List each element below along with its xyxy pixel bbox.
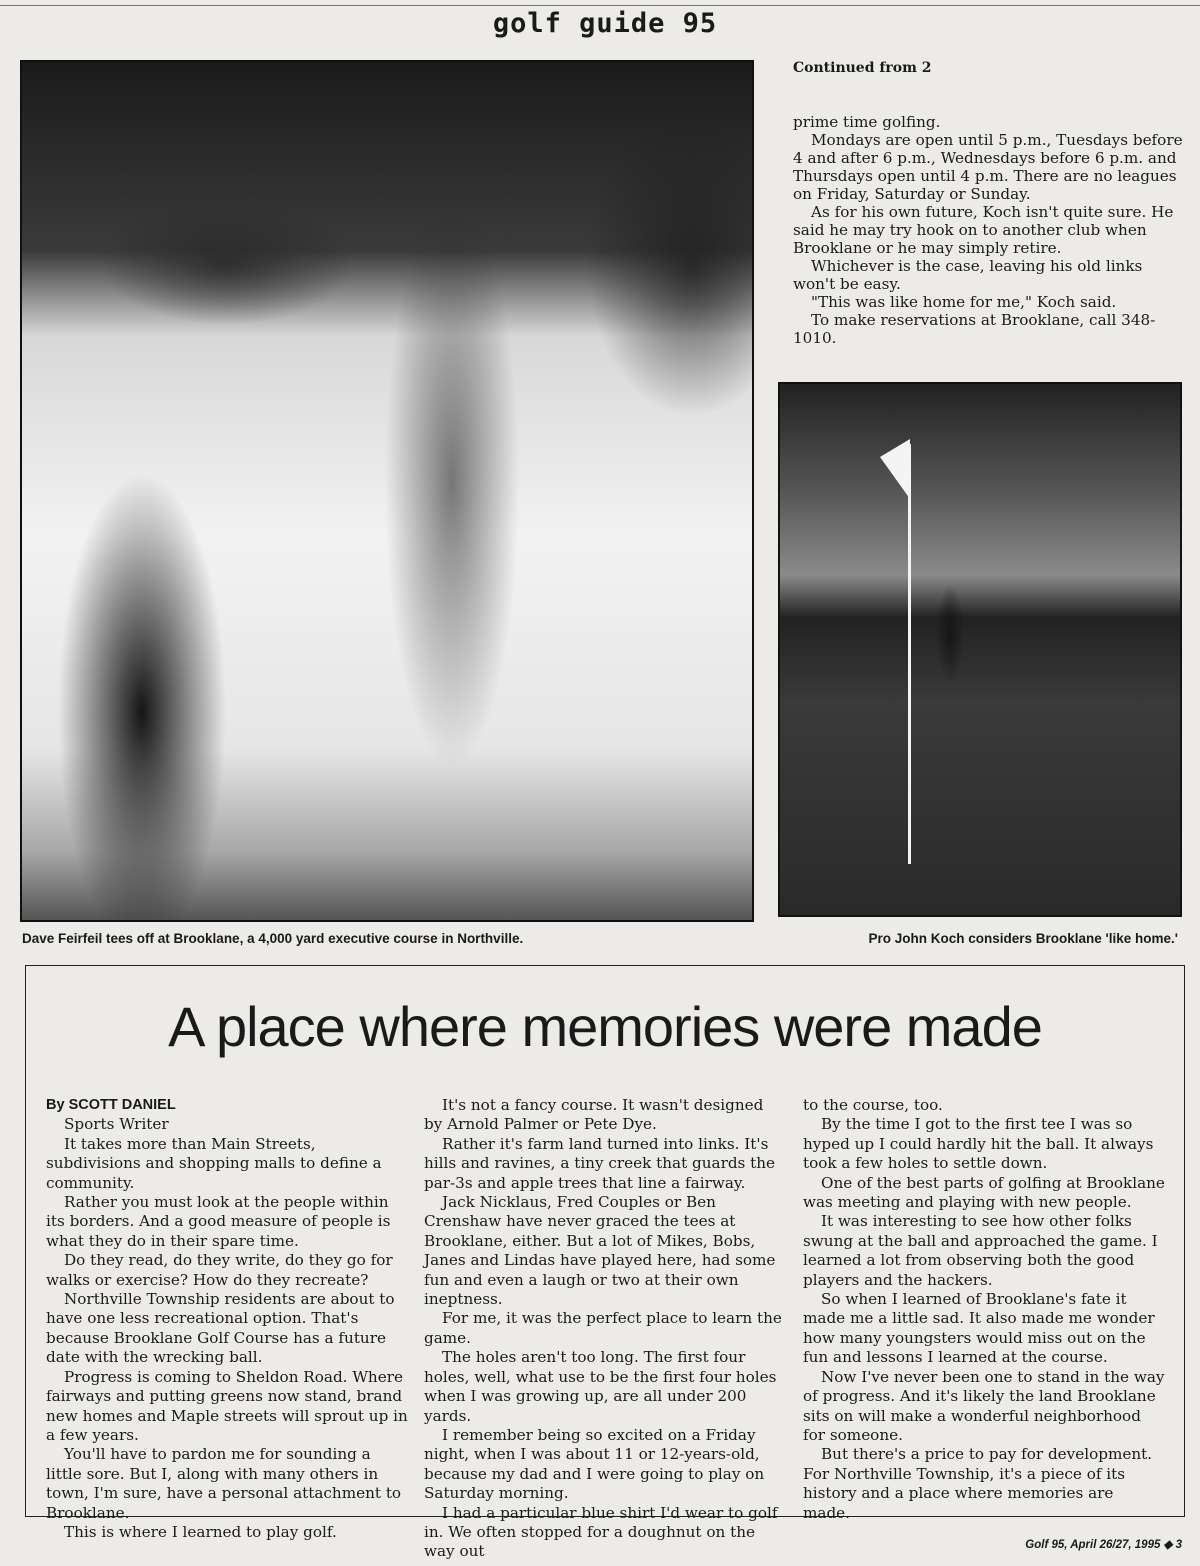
- article-column-3: [803, 1096, 1165, 1523]
- article-column-1: [46, 1096, 408, 1542]
- paragraph: It's not a fancy course. It wasn't designed by Arnold Palmer or Pete Dye.: [424, 1096, 764, 1134]
- paragraph: It was interesting to see how other folks swung at the ball and approached the game. I learned a lot from observing both the good players and the hackers.: [803, 1212, 1158, 1289]
- paragraph: Progress is coming to Sheldon Road. Where fairways and putting greens now stand, brand new homes and Maple streets will sprout up in a few years.: [46, 1367, 408, 1444]
- paragraph: To make reservations at Brooklane, call 348-1010.: [793, 311, 1156, 347]
- paragraph: You'll have to pardon me for sounding a little sore. But I, along with many others in town, I'm sure, have a personal attachment to Brooklane.: [46, 1445, 402, 1522]
- paragraph: By the time I got to the first tee I was so hyped up I could hardly hit the ball. It always took a few holes to settle down.: [803, 1115, 1154, 1173]
- sidebar-story: [793, 113, 1188, 347]
- paragraph: This is where I learned to play golf.: [64, 1522, 337, 1541]
- top-rule: [0, 5, 1200, 6]
- continued-label: Continued from 2: [793, 60, 932, 76]
- paragraph: Do they read, do they write, do they go for walks or exercise? How do they recreate?: [46, 1251, 393, 1289]
- paragraph: It takes more than Main Streets, subdivisions and shopping malls to define a community.: [46, 1134, 382, 1192]
- byline: By SCOTT DANIEL: [46, 1097, 176, 1113]
- paragraph: Northville Township residents are about to have one less recreational option. That's because Brooklane Golf Course has a future date with the wrecking ball.: [46, 1290, 395, 1367]
- paragraph: Mondays are open until 5 p.m., Tuesdays before 4 and after 6 p.m., Wednesdays before 6 p.m. and Thursdays open until 4 p.m. There are no leagues on Friday, Saturday or Sunday.: [793, 131, 1183, 203]
- paragraph: So when I learned of Brooklane's fate it made me a little sad. It also made me wonder how many youngsters would miss out on the fun and lessons I learned at the course.: [803, 1290, 1155, 1367]
- paragraph: Rather you must look at the people within its borders. And a good measure of people is what they do in their spare time.: [46, 1193, 391, 1250]
- photo-caption-1: Dave Feirfeil tees off at Brooklane, a 4,000 yard executive course in Northville.: [22, 931, 524, 946]
- paragraph: I had a particular blue shirt I'd wear to golf in. We often stopped for a doughnut on the way out: [424, 1503, 778, 1561]
- paragraph: One of the best parts of golfing at Brooklane was meeting and playing with new people.: [803, 1173, 1165, 1212]
- flag-icon: [880, 439, 910, 499]
- paragraph: "This was like home for me," Koch said.: [811, 293, 1117, 311]
- article-column-2: [424, 1096, 786, 1562]
- paragraph: Sports Writer: [64, 1115, 169, 1134]
- paragraph: I remember being so excited on a Friday night, when I was about 11 or 12-years-old, because my dad and I were going to play on Saturday morning.: [424, 1425, 765, 1503]
- photo-pro-on-green: [778, 382, 1182, 917]
- paragraph: For me, it was the perfect place to learn the game.: [424, 1309, 782, 1347]
- paragraph: Whichever is the case, leaving his old links won't be easy.: [793, 257, 1143, 293]
- paragraph: Jack Nicklaus, Fred Couples or Ben Crenshaw have never graced the tees at Brooklane, either. But a lot of Mikes, Bobs, Janes and Lindas have played here, had some fun and even a laugh or two at their own ineptness.: [424, 1193, 776, 1309]
- paragraph: Rather it's farm land turned into links. It's hills and ravines, a tiny creek that guards the par-3s and apple trees that line a fairway.: [424, 1134, 776, 1192]
- page-footer: Golf 95, April 26/27, 1995 ◆ 3: [1025, 1539, 1182, 1551]
- paragraph: As for his own future, Koch isn't quite sure. He said he may try hook on to another club when Brooklane or he may simply retire.: [793, 203, 1174, 257]
- article-headline: A place where memories were made: [168, 995, 1042, 1058]
- paragraph: But there's a price to pay for development. For Northville Township, it's a piece of its history and a place where memories are made.: [803, 1445, 1153, 1522]
- flagpole-icon: [908, 444, 911, 864]
- photo-caption-2: Pro John Koch considers Brooklane 'like home.': [868, 931, 1178, 946]
- photo-golfer-teeing-off: [20, 60, 754, 922]
- paragraph: to the course, too.: [803, 1096, 943, 1114]
- section-masthead: golf guide 95: [492, 8, 718, 39]
- paragraph: Now I've never been one to stand in the way of progress. And it's likely the land Brooklane sits on will make a wonderful neighborhood for someone.: [803, 1367, 1165, 1444]
- paragraph: prime time golfing.: [793, 113, 941, 131]
- paragraph: The holes aren't too long. The first four holes, well, what use to be the first four holes when I was growing up, are all under 200 yards.: [424, 1348, 777, 1425]
